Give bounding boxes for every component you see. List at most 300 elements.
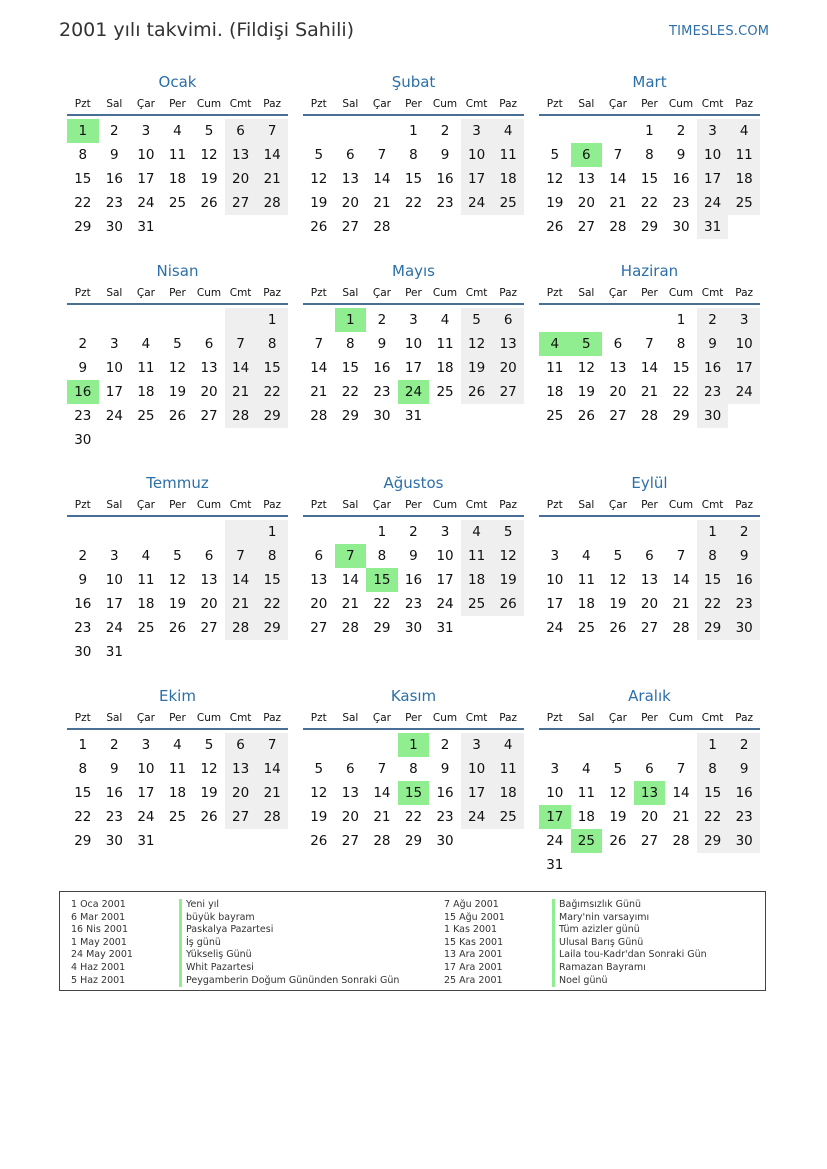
day-cell[interactable]: 14 [225,568,257,592]
day-cell[interactable]: 24 [105,408,123,424]
day-cell[interactable]: 11 [137,572,155,588]
day-cell[interactable]: 10 [697,143,729,167]
day-cell[interactable]: 5 [173,336,182,352]
day-cell[interactable]: 9 [377,336,387,352]
day-cell[interactable]: 22 [697,592,729,616]
day-cell[interactable]: 11 [492,757,524,781]
day-cell[interactable]: 27 [200,408,218,424]
day-cell[interactable]: 2 [110,123,119,139]
day-cell[interactable]: 23 [74,620,92,636]
day-cell[interactable]: 25 [492,191,524,215]
day-cell[interactable]: 23 [728,592,760,616]
day-cell[interactable]: 23 [105,195,123,211]
day-cell[interactable]: 3 [461,733,493,757]
day-cell[interactable]: 5 [204,123,214,139]
day-cell[interactable]: 27 [609,408,627,424]
day-cell[interactable]: 25 [168,809,187,825]
day-cell[interactable]: 3 [550,548,560,564]
day-cell[interactable]: 27 [492,380,524,404]
day-cell[interactable]: 27 [640,620,659,636]
day-cell[interactable]: 18 [461,568,493,592]
day-cell[interactable]: 31 [697,215,729,239]
day-cell[interactable]: 30 [697,404,729,428]
day-cell[interactable]: 31 [546,857,564,873]
day-cell[interactable]: 15 [74,785,92,801]
day-cell[interactable]: 22 [640,195,659,211]
day-cell[interactable]: 20 [640,596,659,612]
day-cell[interactable]: 26 [200,809,218,825]
day-cell[interactable]: 18 [728,167,760,191]
day-cell[interactable]: 2 [409,524,418,540]
day-cell[interactable]: 20 [200,384,218,400]
day-cell[interactable]: 20 [609,384,627,400]
day-cell[interactable]: 10 [461,757,493,781]
day-cell[interactable]: 28 [609,219,627,235]
day-cell[interactable]: 4 [492,119,524,143]
day-cell[interactable]: 10 [105,360,123,376]
day-cell[interactable]: 21 [672,596,690,612]
day-cell[interactable]: 21 [310,384,328,400]
day-cell[interactable]: 31 [137,219,155,235]
day-cell[interactable]: 26 [310,833,328,849]
day-cell[interactable]: 8 [409,761,418,777]
day-cell[interactable]: 23 [373,384,391,400]
day-cell[interactable]: 17 [697,167,729,191]
day-cell[interactable]: 28 [373,219,391,235]
day-cell[interactable]: 14 [225,356,257,380]
day-cell[interactable]: 15 [256,568,288,592]
day-cell[interactable]: 19 [168,596,187,612]
day-cell[interactable]: 19 [310,195,328,211]
day-cell[interactable]: 16 [436,171,454,187]
day-cell[interactable]: 19 [609,809,627,825]
day-cell[interactable]: 9 [78,360,88,376]
day-cell[interactable]: 28 [640,408,659,424]
day-cell[interactable]: 13 [225,757,257,781]
day-cell[interactable]: 29 [697,616,729,640]
day-cell[interactable]: 9 [78,572,88,588]
day-cell[interactable]: 5 [613,761,623,777]
day-cell[interactable]: 3 [461,119,493,143]
day-cell[interactable]: 7 [256,733,288,757]
day-cell[interactable]: 10 [137,761,155,777]
day-cell[interactable]: 17 [461,781,493,805]
day-cell[interactable]: 16 [728,781,760,805]
day-cell[interactable]: 12 [200,761,218,777]
day-cell[interactable]: 18 [137,384,155,400]
day-cell[interactable]: 4 [173,123,182,139]
day-cell[interactable]: 25 [137,620,155,636]
day-cell[interactable]: 4 [582,548,591,564]
day-cell[interactable]: 20 [225,781,257,805]
day-cell[interactable]: 16 [105,171,123,187]
day-cell[interactable]: 1 [409,123,418,139]
day-cell[interactable]: 12 [492,544,524,568]
day-cell[interactable]: 28 [373,833,391,849]
day-cell[interactable]: 18 [168,171,187,187]
day-cell[interactable]: 2 [728,520,760,544]
day-cell[interactable]: 8 [697,757,729,781]
day-cell[interactable]: 13 [200,360,218,376]
day-cell[interactable]: 16 [728,568,760,592]
day-cell[interactable]: 4 [173,737,182,753]
day-cell[interactable]: 14 [373,171,391,187]
day-cell[interactable]: 9 [697,332,729,356]
day-cell[interactable]: 11 [436,336,454,352]
day-cell[interactable]: 11 [137,360,155,376]
day-cell[interactable]: 3 [697,119,729,143]
day-cell[interactable]: 4 [492,733,524,757]
day-cell[interactable]: 14 [672,572,690,588]
day-cell[interactable]: 8 [256,332,288,356]
day-cell[interactable]: 13 [609,360,627,376]
day-cell[interactable]: 23 [404,596,423,612]
day-cell[interactable]: 21 [640,384,659,400]
day-cell[interactable]: 17 [436,572,454,588]
day-cell[interactable]: 17 [137,785,155,801]
day-cell[interactable]: 4 [461,520,493,544]
day-cell[interactable]: 25 [546,408,564,424]
day-cell[interactable]: 16 [436,785,454,801]
day-cell[interactable]: 11 [728,143,760,167]
day-cell[interactable]: 16 [373,360,391,376]
day-cell[interactable]: 24 [137,195,155,211]
day-cell[interactable]: 22 [256,592,288,616]
day-cell[interactable]: 6 [314,548,324,564]
day-cell[interactable]: 5 [550,147,560,163]
day-cell[interactable]: 12 [609,572,627,588]
day-cell[interactable]: 22 [341,384,359,400]
day-cell[interactable]: 12 [609,785,627,801]
day-cell[interactable]: 1 [256,520,288,544]
day-cell[interactable]: 4 [141,548,151,564]
day-cell[interactable]: 18 [436,360,454,376]
day-cell[interactable]: 1 [697,520,729,544]
day-cell[interactable]: 21 [672,809,690,825]
day-cell[interactable]: 28 [225,616,257,640]
day-cell[interactable]: 7 [225,332,257,356]
day-cell[interactable]: 5 [314,761,324,777]
day-cell[interactable]: 14 [672,785,690,801]
day-cell[interactable]: 1 [398,733,430,757]
day-cell[interactable]: 28 [672,620,690,636]
day-cell[interactable]: 20 [341,809,359,825]
day-cell[interactable]: 20 [310,596,328,612]
day-cell[interactable]: 17 [539,805,571,829]
day-cell[interactable]: 17 [404,360,423,376]
day-cell[interactable]: 24 [398,380,430,404]
day-cell[interactable]: 25 [137,408,155,424]
day-cell[interactable]: 28 [256,191,288,215]
day-cell[interactable]: 5 [173,548,182,564]
day-cell[interactable]: 17 [461,167,493,191]
day-cell[interactable]: 29 [74,833,92,849]
day-cell[interactable]: 26 [577,408,595,424]
day-cell[interactable]: 14 [640,360,659,376]
day-cell[interactable]: 17 [728,356,760,380]
day-cell[interactable]: 5 [613,548,623,564]
day-cell[interactable]: 8 [377,548,387,564]
day-cell[interactable]: 8 [409,147,418,163]
day-cell[interactable]: 26 [492,592,524,616]
day-cell[interactable]: 13 [634,781,666,805]
day-cell[interactable]: 29 [672,408,690,424]
day-cell[interactable]: 2 [78,548,88,564]
day-cell[interactable]: 5 [461,308,493,332]
day-cell[interactable]: 26 [546,219,564,235]
day-cell[interactable]: 12 [310,785,328,801]
day-cell[interactable]: 24 [436,596,454,612]
day-cell[interactable]: 12 [200,147,218,163]
day-cell[interactable]: 2 [377,312,387,328]
day-cell[interactable]: 24 [461,191,493,215]
day-cell[interactable]: 19 [200,171,218,187]
day-cell[interactable]: 7 [676,548,686,564]
day-cell[interactable]: 26 [461,380,493,404]
day-cell[interactable]: 5 [314,147,324,163]
day-cell[interactable]: 7 [314,336,324,352]
day-cell[interactable]: 12 [461,332,493,356]
day-cell[interactable]: 25 [577,620,595,636]
day-cell[interactable]: 27 [200,620,218,636]
day-cell[interactable]: 26 [609,620,627,636]
day-cell[interactable]: 19 [609,596,627,612]
day-cell[interactable]: 19 [461,356,493,380]
day-cell[interactable]: 21 [373,809,391,825]
day-cell[interactable]: 16 [74,596,92,612]
day-cell[interactable]: 23 [74,408,92,424]
day-cell[interactable]: 24 [137,809,155,825]
day-cell[interactable]: 24 [728,380,760,404]
day-cell[interactable]: 11 [461,544,493,568]
day-cell[interactable]: 8 [78,761,88,777]
day-cell[interactable]: 7 [377,761,387,777]
day-cell[interactable]: 13 [200,572,218,588]
day-cell[interactable]: 30 [728,616,760,640]
day-cell[interactable]: 13 [225,143,257,167]
day-cell[interactable]: 14 [609,171,627,187]
day-cell[interactable]: 16 [105,785,123,801]
day-cell[interactable]: 29 [697,829,729,853]
day-cell[interactable]: 11 [492,143,524,167]
day-cell[interactable]: 6 [492,308,524,332]
day-cell[interactable]: 17 [105,596,123,612]
day-cell[interactable]: 31 [105,644,123,660]
day-cell[interactable]: 12 [546,171,564,187]
day-cell[interactable]: 10 [461,143,493,167]
day-cell[interactable]: 27 [310,620,328,636]
day-cell[interactable]: 15 [697,568,729,592]
day-cell[interactable]: 24 [546,833,564,849]
day-cell[interactable]: 26 [609,833,627,849]
day-cell[interactable]: 22 [697,805,729,829]
day-cell[interactable]: 25 [168,195,187,211]
day-cell[interactable]: 6 [225,119,257,143]
day-cell[interactable]: 3 [110,336,119,352]
day-cell[interactable]: 21 [609,195,627,211]
day-cell[interactable]: 5 [492,520,524,544]
day-cell[interactable]: 20 [225,167,257,191]
day-cell[interactable]: 21 [256,167,288,191]
day-cell[interactable]: 13 [341,171,359,187]
day-cell[interactable]: 5 [204,737,214,753]
day-cell[interactable]: 8 [78,147,88,163]
day-cell[interactable]: 6 [346,147,355,163]
day-cell[interactable]: 12 [310,171,328,187]
day-cell[interactable]: 16 [67,380,99,404]
day-cell[interactable]: 10 [436,548,454,564]
day-cell[interactable]: 7 [225,544,257,568]
day-cell[interactable]: 1 [67,119,99,143]
day-cell[interactable]: 3 [409,312,418,328]
day-cell[interactable]: 9 [409,548,418,564]
day-cell[interactable]: 6 [204,336,214,352]
day-cell[interactable]: 1 [377,524,387,540]
day-cell[interactable]: 21 [341,596,359,612]
day-cell[interactable]: 23 [436,809,454,825]
day-cell[interactable]: 11 [168,147,187,163]
day-cell[interactable]: 19 [492,568,524,592]
day-cell[interactable]: 13 [577,171,595,187]
day-cell[interactable]: 30 [672,219,690,235]
day-cell[interactable]: 20 [200,596,218,612]
day-cell[interactable]: 21 [225,380,257,404]
day-cell[interactable]: 30 [105,833,123,849]
day-cell[interactable]: 30 [373,408,391,424]
day-cell[interactable]: 21 [225,592,257,616]
day-cell[interactable]: 8 [346,336,355,352]
day-cell[interactable]: 1 [78,737,88,753]
day-cell[interactable]: 18 [492,167,524,191]
day-cell[interactable]: 9 [728,544,760,568]
day-cell[interactable]: 30 [74,644,92,660]
day-cell[interactable]: 4 [141,336,151,352]
day-cell[interactable]: 11 [168,761,187,777]
day-cell[interactable]: 8 [645,147,654,163]
day-cell[interactable]: 25 [492,805,524,829]
day-cell[interactable]: 29 [640,219,659,235]
day-cell[interactable]: 8 [676,336,686,352]
day-cell[interactable]: 17 [105,384,123,400]
day-cell[interactable]: 31 [436,620,454,636]
day-cell[interactable]: 2 [440,737,450,753]
day-cell[interactable]: 9 [440,761,450,777]
day-cell[interactable]: 23 [105,809,123,825]
day-cell[interactable]: 18 [492,781,524,805]
day-cell[interactable]: 31 [404,408,423,424]
day-cell[interactable]: 27 [577,219,595,235]
day-cell[interactable]: 22 [404,809,423,825]
day-cell[interactable]: 3 [110,548,119,564]
day-cell[interactable]: 29 [404,833,423,849]
day-cell[interactable]: 13 [341,785,359,801]
day-cell[interactable]: 29 [256,616,288,640]
day-cell[interactable]: 30 [105,219,123,235]
day-cell[interactable]: 1 [645,123,654,139]
day-cell[interactable]: 4 [539,332,571,356]
day-cell[interactable]: 30 [404,620,423,636]
day-cell[interactable]: 11 [577,785,595,801]
day-cell[interactable]: 26 [200,195,218,211]
day-cell[interactable]: 28 [341,620,359,636]
day-cell[interactable]: 3 [550,761,560,777]
day-cell[interactable]: 23 [436,195,454,211]
day-cell[interactable]: 19 [168,384,187,400]
day-cell[interactable]: 14 [341,572,359,588]
day-cell[interactable]: 19 [577,384,595,400]
day-cell[interactable]: 19 [546,195,564,211]
day-cell[interactable]: 7 [613,147,623,163]
day-cell[interactable]: 15 [697,781,729,805]
day-cell[interactable]: 7 [676,761,686,777]
day-cell[interactable]: 22 [256,380,288,404]
day-cell[interactable]: 3 [141,737,151,753]
day-cell[interactable]: 30 [74,432,92,448]
day-cell[interactable]: 17 [546,596,564,612]
day-cell[interactable]: 9 [440,147,450,163]
day-cell[interactable]: 18 [168,785,187,801]
day-cell[interactable]: 21 [373,195,391,211]
day-cell[interactable]: 27 [225,805,257,829]
day-cell[interactable]: 10 [137,147,155,163]
day-cell[interactable]: 19 [200,785,218,801]
day-cell[interactable]: 24 [697,191,729,215]
day-cell[interactable]: 26 [310,219,328,235]
day-cell[interactable]: 10 [546,572,564,588]
day-cell[interactable]: 6 [204,548,214,564]
day-cell[interactable]: 22 [373,596,391,612]
day-cell[interactable]: 14 [310,360,328,376]
day-cell[interactable]: 8 [697,544,729,568]
day-cell[interactable]: 15 [672,360,690,376]
day-cell[interactable]: 1 [335,308,367,332]
site-brand-link[interactable]: TIMESLES.COM [669,24,770,39]
day-cell[interactable]: 7 [335,544,367,568]
day-cell[interactable]: 31 [137,833,155,849]
day-cell[interactable]: 23 [728,805,760,829]
day-cell[interactable]: 16 [672,171,690,187]
day-cell[interactable]: 24 [105,620,123,636]
day-cell[interactable]: 6 [571,143,603,167]
day-cell[interactable]: 27 [341,833,359,849]
day-cell[interactable]: 29 [373,620,391,636]
day-cell[interactable]: 9 [728,757,760,781]
day-cell[interactable]: 9 [110,761,119,777]
day-cell[interactable]: 3 [728,308,760,332]
day-cell[interactable]: 14 [256,143,288,167]
day-cell[interactable]: 2 [440,123,450,139]
day-cell[interactable]: 22 [74,809,92,825]
day-cell[interactable]: 28 [672,833,690,849]
day-cell[interactable]: 24 [461,805,493,829]
day-cell[interactable]: 28 [310,408,328,424]
day-cell[interactable]: 30 [436,833,454,849]
day-cell[interactable]: 2 [78,336,88,352]
day-cell[interactable]: 2 [728,733,760,757]
day-cell[interactable]: 29 [341,408,359,424]
day-cell[interactable]: 15 [341,360,359,376]
day-cell[interactable]: 4 [728,119,760,143]
day-cell[interactable]: 4 [440,312,450,328]
day-cell[interactable]: 5 [571,332,603,356]
day-cell[interactable]: 1 [697,733,729,757]
day-cell[interactable]: 6 [346,761,355,777]
day-cell[interactable]: 18 [546,384,564,400]
day-cell[interactable]: 6 [613,336,623,352]
day-cell[interactable]: 27 [225,191,257,215]
day-cell[interactable]: 2 [110,737,119,753]
day-cell[interactable]: 26 [168,408,187,424]
